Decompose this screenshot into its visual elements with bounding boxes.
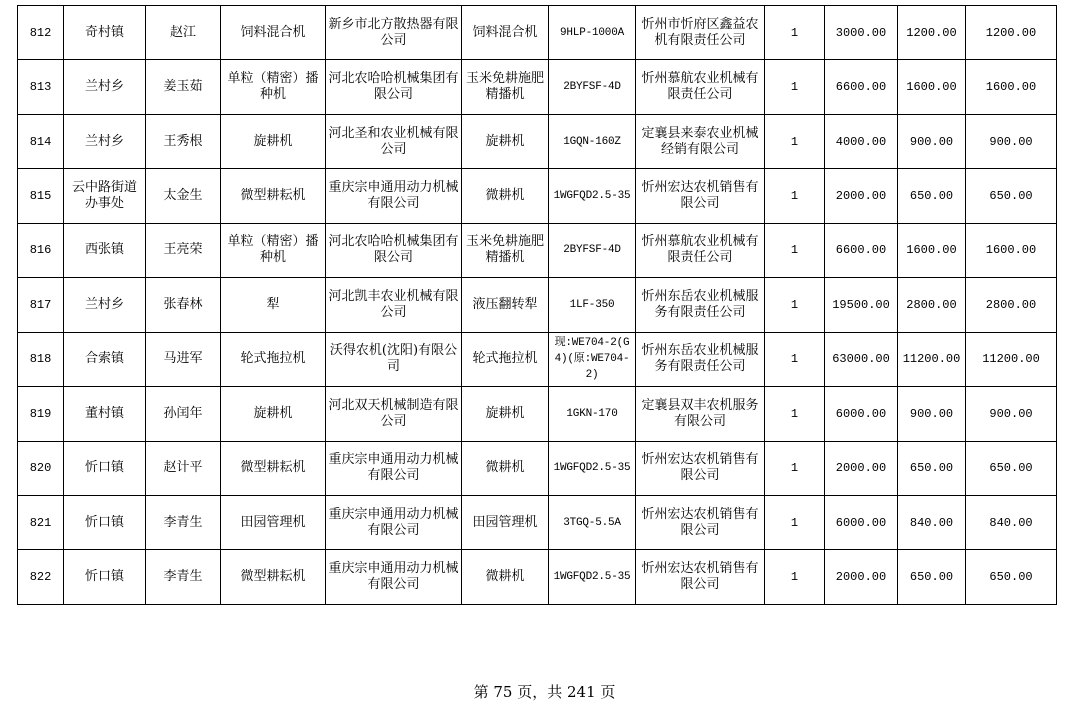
town-cell: 兰村乡 — [64, 278, 146, 332]
row-number-cell: 816 — [18, 223, 64, 277]
total-subsidy-cell: 1600.00 — [966, 60, 1057, 114]
town-cell: 忻口镇 — [64, 495, 146, 549]
model-cell: 2BYFSF-4D — [549, 60, 636, 114]
model-cell: 1LF-350 — [549, 278, 636, 332]
product-name-cell: 微耕机 — [462, 441, 549, 495]
quantity-cell: 1 — [765, 495, 825, 549]
model-cell: 1GKN-170 — [549, 387, 636, 441]
total-subsidy-cell: 650.00 — [966, 441, 1057, 495]
product-name-cell: 旋耕机 — [462, 387, 549, 441]
dealer-cell: 忻州慕航农业机械有限责任公司 — [636, 223, 765, 277]
town-cell: 西张镇 — [64, 223, 146, 277]
quantity-cell: 1 — [765, 332, 825, 386]
subsidy-record-table — [17, 5, 1057, 605]
total-subsidy-cell: 1600.00 — [966, 223, 1057, 277]
buyer-name-cell: 李青生 — [146, 495, 221, 549]
row-number-cell: 813 — [18, 60, 64, 114]
table-row — [18, 387, 1057, 441]
dealer-cell: 忻州慕航农业机械有限责任公司 — [636, 60, 765, 114]
table-row — [18, 223, 1057, 277]
quantity-cell: 1 — [765, 550, 825, 604]
total-subsidy-cell: 650.00 — [966, 550, 1057, 604]
machine-type-cell: 微型耕耘机 — [221, 169, 326, 223]
machine-type-cell: 微型耕耘机 — [221, 550, 326, 604]
total-subsidy-cell: 2800.00 — [966, 278, 1057, 332]
subsidy-cell: 650.00 — [898, 441, 966, 495]
row-number-cell: 820 — [18, 441, 64, 495]
subsidy-cell: 900.00 — [898, 387, 966, 441]
subsidy-cell: 650.00 — [898, 169, 966, 223]
manufacturer-cell: 重庆宗申通用动力机械有限公司 — [326, 169, 462, 223]
quantity-cell: 1 — [765, 441, 825, 495]
total-subsidy-cell: 900.00 — [966, 387, 1057, 441]
total-subsidy-cell: 900.00 — [966, 114, 1057, 168]
unit-price-cell: 2000.00 — [825, 169, 898, 223]
subsidy-cell: 650.00 — [898, 550, 966, 604]
subsidy-cell: 900.00 — [898, 114, 966, 168]
model-cell: 1WGFQD2.5-35 — [549, 169, 636, 223]
manufacturer-cell: 重庆宗申通用动力机械有限公司 — [326, 550, 462, 604]
town-cell: 兰村乡 — [64, 114, 146, 168]
buyer-name-cell: 姜玉茹 — [146, 60, 221, 114]
buyer-name-cell: 张春林 — [146, 278, 221, 332]
dealer-cell: 忻州宏达农机销售有限公司 — [636, 550, 765, 604]
manufacturer-cell: 重庆宗申通用动力机械有限公司 — [326, 495, 462, 549]
buyer-name-cell: 赵计平 — [146, 441, 221, 495]
machine-type-cell: 旋耕机 — [221, 387, 326, 441]
quantity-cell: 1 — [765, 114, 825, 168]
manufacturer-cell: 河北农哈哈机械集团有限公司 — [326, 223, 462, 277]
unit-price-cell: 6600.00 — [825, 223, 898, 277]
total-subsidy-cell: 840.00 — [966, 495, 1057, 549]
row-number-cell: 814 — [18, 114, 64, 168]
buyer-name-cell: 孙闰年 — [146, 387, 221, 441]
row-number-cell: 821 — [18, 495, 64, 549]
quantity-cell: 1 — [765, 278, 825, 332]
manufacturer-cell: 河北双天机械制造有限公司 — [326, 387, 462, 441]
quantity-cell: 1 — [765, 387, 825, 441]
row-number-cell: 815 — [18, 169, 64, 223]
dealer-cell: 忻州宏达农机销售有限公司 — [636, 169, 765, 223]
product-name-cell: 微耕机 — [462, 550, 549, 604]
quantity-cell: 1 — [765, 223, 825, 277]
manufacturer-cell: 河北凯丰农业机械有限公司 — [326, 278, 462, 332]
machine-type-cell: 微型耕耘机 — [221, 441, 326, 495]
product-name-cell: 田园管理机 — [462, 495, 549, 549]
product-name-cell: 轮式拖拉机 — [462, 332, 549, 386]
machine-type-cell: 旋耕机 — [221, 114, 326, 168]
table-row — [18, 332, 1057, 386]
town-cell: 奇村镇 — [64, 6, 146, 60]
product-name-cell: 液压翻转犁 — [462, 278, 549, 332]
row-number-cell: 819 — [18, 387, 64, 441]
row-number-cell: 818 — [18, 332, 64, 386]
subsidy-cell: 11200.00 — [898, 332, 966, 386]
quantity-cell: 1 — [765, 60, 825, 114]
unit-price-cell: 3000.00 — [825, 6, 898, 60]
buyer-name-cell: 王亮荣 — [146, 223, 221, 277]
product-name-cell: 旋耕机 — [462, 114, 549, 168]
town-cell: 兰村乡 — [64, 60, 146, 114]
machine-type-cell: 犁 — [221, 278, 326, 332]
town-cell: 忻口镇 — [64, 441, 146, 495]
row-number-cell: 812 — [18, 6, 64, 60]
model-cell: 现:WE704-2(G4)(原:WE704-2) — [549, 332, 636, 386]
subsidy-cell: 1600.00 — [898, 223, 966, 277]
dealer-cell: 定襄县来泰农业机械经销有限公司 — [636, 114, 765, 168]
table-row — [18, 169, 1057, 223]
total-subsidy-cell: 1200.00 — [966, 6, 1057, 60]
town-cell: 忻口镇 — [64, 550, 146, 604]
manufacturer-cell: 河北农哈哈机械集团有限公司 — [326, 60, 462, 114]
dealer-cell: 忻州东岳农业机械服务有限责任公司 — [636, 332, 765, 386]
town-cell: 董村镇 — [64, 387, 146, 441]
unit-price-cell: 6000.00 — [825, 495, 898, 549]
dealer-cell: 忻州宏达农机销售有限公司 — [636, 441, 765, 495]
dealer-cell: 忻州宏达农机销售有限公司 — [636, 495, 765, 549]
total-subsidy-cell: 11200.00 — [966, 332, 1057, 386]
buyer-name-cell: 李青生 — [146, 550, 221, 604]
row-number-cell: 822 — [18, 550, 64, 604]
model-cell: 1WGFQD2.5-35 — [549, 550, 636, 604]
subsidy-cell: 1200.00 — [898, 6, 966, 60]
quantity-cell: 1 — [765, 169, 825, 223]
buyer-name-cell: 赵江 — [146, 6, 221, 60]
machine-type-cell: 单粒（精密）播种机 — [221, 223, 326, 277]
table-row — [18, 6, 1057, 60]
buyer-name-cell: 王秀根 — [146, 114, 221, 168]
machine-type-cell: 田园管理机 — [221, 495, 326, 549]
unit-price-cell: 6000.00 — [825, 387, 898, 441]
unit-price-cell: 6600.00 — [825, 60, 898, 114]
table-body — [18, 6, 1057, 605]
buyer-name-cell: 太金生 — [146, 169, 221, 223]
model-cell: 9HLP-1000A — [549, 6, 636, 60]
model-cell: 1WGFQD2.5-35 — [549, 441, 636, 495]
unit-price-cell: 2000.00 — [825, 550, 898, 604]
manufacturer-cell: 新乡市北方散热器有限公司 — [326, 6, 462, 60]
product-name-cell: 饲料混合机 — [462, 6, 549, 60]
product-name-cell: 玉米免耕施肥精播机 — [462, 60, 549, 114]
table-row — [18, 278, 1057, 332]
table-row — [18, 495, 1057, 549]
total-subsidy-cell: 650.00 — [966, 169, 1057, 223]
product-name-cell: 玉米免耕施肥精播机 — [462, 223, 549, 277]
unit-price-cell: 63000.00 — [825, 332, 898, 386]
quantity-cell: 1 — [765, 6, 825, 60]
dealer-cell: 定襄县双丰农机服务有限公司 — [636, 387, 765, 441]
unit-price-cell: 4000.00 — [825, 114, 898, 168]
product-name-cell: 微耕机 — [462, 169, 549, 223]
table-row — [18, 441, 1057, 495]
dealer-cell: 忻州东岳农业机械服务有限责任公司 — [636, 278, 765, 332]
unit-price-cell: 2000.00 — [825, 441, 898, 495]
town-cell: 合索镇 — [64, 332, 146, 386]
subsidy-cell: 2800.00 — [898, 278, 966, 332]
model-cell: 2BYFSF-4D — [549, 223, 636, 277]
subsidy-cell: 840.00 — [898, 495, 966, 549]
buyer-name-cell: 马进军 — [146, 332, 221, 386]
subsidy-cell: 1600.00 — [898, 60, 966, 114]
town-cell: 云中路街道办事处 — [64, 169, 146, 223]
machine-type-cell: 单粒（精密）播种机 — [221, 60, 326, 114]
page-number-footer: 第 75 页，共 241 页 — [473, 683, 616, 701]
model-cell: 3TGQ-5.5A — [549, 495, 636, 549]
manufacturer-cell: 河北圣和农业机械有限公司 — [326, 114, 462, 168]
table-row — [18, 60, 1057, 114]
machine-type-cell: 轮式拖拉机 — [221, 332, 326, 386]
unit-price-cell: 19500.00 — [825, 278, 898, 332]
model-cell: 1GQN-160Z — [549, 114, 636, 168]
manufacturer-cell: 沃得农机(沈阳)有限公司 — [326, 332, 462, 386]
row-number-cell: 817 — [18, 278, 64, 332]
table-row — [18, 550, 1057, 604]
manufacturer-cell: 重庆宗申通用动力机械有限公司 — [326, 441, 462, 495]
table-row — [18, 114, 1057, 168]
machine-type-cell: 饲料混合机 — [221, 6, 326, 60]
dealer-cell: 忻州市忻府区鑫益农机有限责任公司 — [636, 6, 765, 60]
